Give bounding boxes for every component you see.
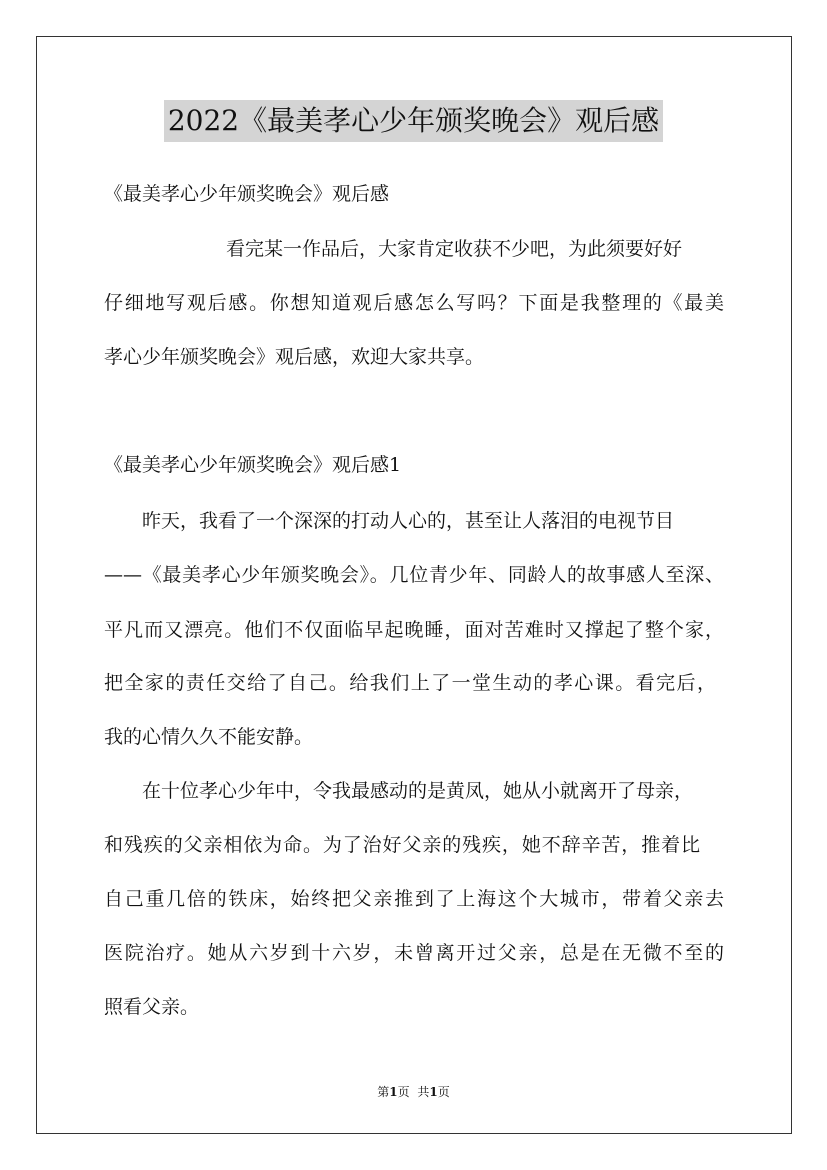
page-footer [0,1084,827,1100]
paragraph-line: 在十位孝心少年中，令我最感动的是黄凤，她从小就离开了母亲， [142,780,694,802]
paragraph-line: 昨天，我看了一个深深的打动人心的，甚至让人落泪的电视节目 [142,510,675,532]
footer-total-pages: 1 [429,1085,438,1099]
paragraph-line: 和残疾的父亲相依为命。为了治好父亲的残疾，她不辞辛苦，推着比 [104,834,700,856]
intro-line: 孝心少年颁奖晚会》观后感，欢迎大家共享。 [104,346,485,368]
intro-line: 看完某一作品后，大家肯定收获不少吧，为此须要好好 [226,238,683,260]
paragraph-line: 照看父亲。 [104,996,200,1018]
footer-page-suffix: 页 [397,1085,410,1099]
paragraph-line: 平凡而又漂亮。他们不仅面临早起晚睡，面对苦难时又撑起了整个家， [104,619,724,641]
paragraph-line: 我的心情久久不能安静。 [104,726,314,748]
footer-total-prefix: 共 [417,1085,430,1099]
document-title-block [0,100,827,142]
paragraph-line: 把全家的责任交给了自己。给我们上了一堂生动的孝心课。看完后， [104,672,716,694]
document-subtitle: 《最美孝心少年颁奖晚会》观后感 [104,183,390,205]
paragraph-line: 自己重几倍的铁床，始终把父亲推到了上海这个大城市，带着父亲去 [104,888,724,910]
document-title: 2022《最美孝心少年颁奖晚会》观后感 [164,100,663,142]
intro-line: 仔细地写观后感。你想知道观后感怎么写吗？下面是我整理的《最美 [104,292,724,314]
footer-total-suffix: 页 [437,1085,450,1099]
footer-page-number: 1 [389,1085,398,1099]
paragraph-line: 医院治疗。她从六岁到十六岁，未曾离开过父亲，总是在无微不至的 [104,942,724,964]
footer-prefix: 第 [377,1085,390,1099]
paragraph-line: ——《最美孝心少年颁奖晚会》。几位青少年、同龄人的故事感人至深、 [104,564,724,586]
section-heading: 《最美孝心少年颁奖晚会》观后感1 [104,454,402,476]
